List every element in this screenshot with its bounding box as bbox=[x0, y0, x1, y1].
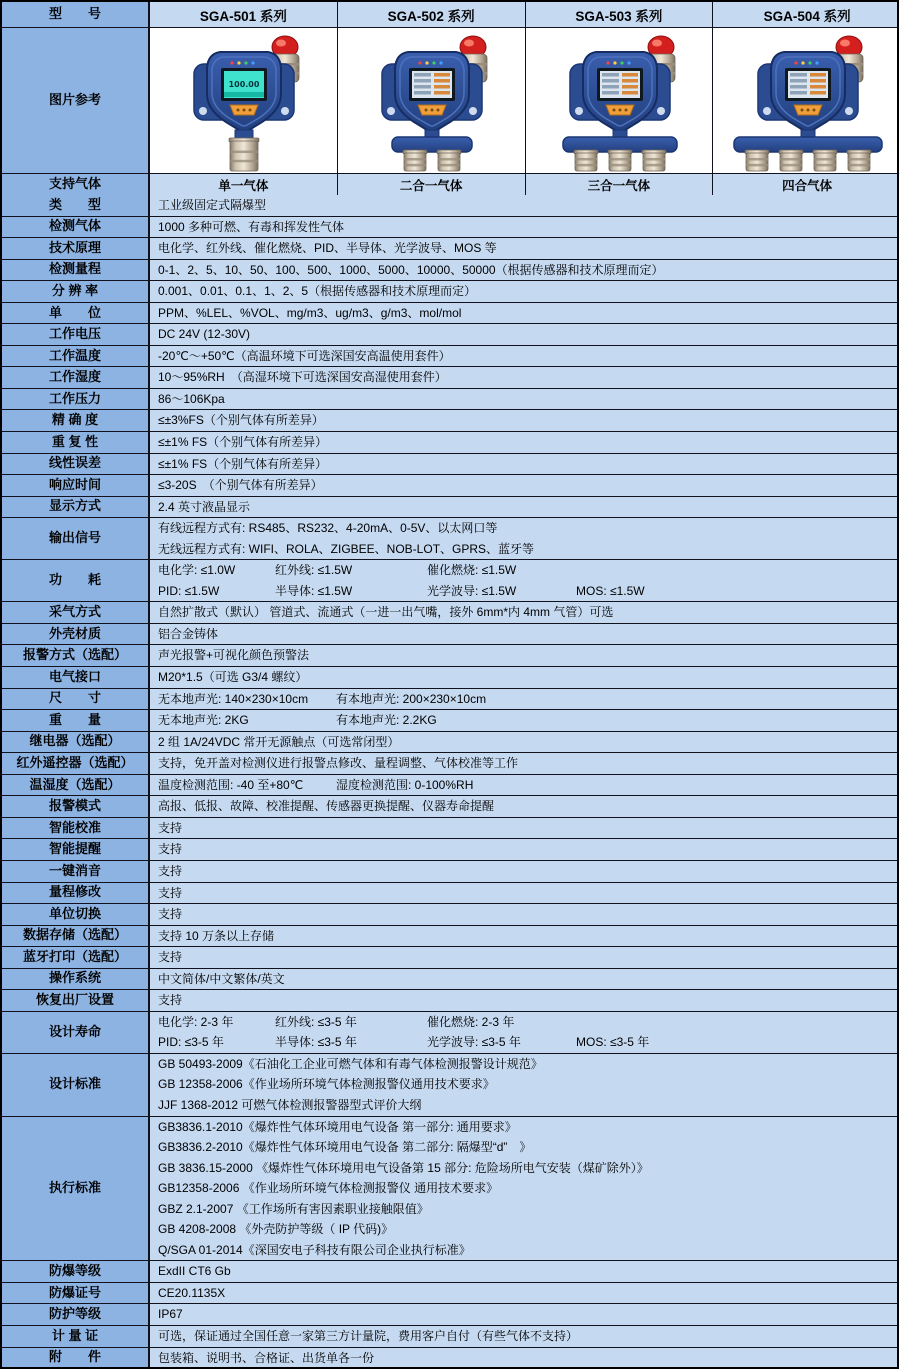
spec-value: 电化学、红外线、催化燃烧、PID、半导体、光学波导、MOS 等 bbox=[150, 238, 897, 259]
spec-label: 响应时间 bbox=[2, 475, 150, 496]
spec-row bbox=[2, 623, 897, 645]
spec-label: 采气方式 bbox=[2, 602, 150, 623]
spec-label: 报警模式 bbox=[2, 796, 150, 817]
spec-label: 恢复出厂设置 bbox=[2, 990, 150, 1011]
header-row bbox=[2, 2, 897, 27]
spec-label: 精 确 度 bbox=[2, 410, 150, 431]
spec-label: 智能提醒 bbox=[2, 839, 150, 860]
spec-label: 检测量程 bbox=[2, 260, 150, 281]
device-image-sga-501 bbox=[150, 28, 338, 173]
spec-row bbox=[2, 1303, 897, 1325]
spec-label: 分 辨 率 bbox=[2, 281, 150, 302]
spec-label: 技术原理 bbox=[2, 238, 150, 259]
spec-label: 尺 寸 bbox=[2, 689, 150, 710]
spec-row bbox=[2, 903, 897, 925]
spec-row bbox=[2, 795, 897, 817]
spec-label: 单 位 bbox=[2, 303, 150, 324]
spec-value: 支持 bbox=[150, 904, 897, 925]
spec-label: 类 型 bbox=[2, 195, 150, 216]
gas-row-label: 支持气体 bbox=[2, 174, 150, 195]
spec-label: 计 量 证 bbox=[2, 1326, 150, 1347]
model-header-sga-503: SGA-503 系列 bbox=[526, 2, 714, 27]
spec-label: 数据存储（选配） bbox=[2, 926, 150, 947]
spec-row bbox=[2, 968, 897, 990]
spec-value: 温度检测范围: -40 至+80℃ 湿度检测范围: 0-100%RH bbox=[150, 775, 897, 796]
spec-label: 重 复 性 bbox=[2, 432, 150, 453]
spec-value: 86～106Kpa bbox=[150, 389, 897, 410]
spec-row bbox=[2, 882, 897, 904]
spec-row bbox=[2, 666, 897, 688]
spec-value: 支持，免开盖对检测仪进行报警点修改、量程调整、气体校准等工作 bbox=[150, 753, 897, 774]
spec-label: 设计寿命 bbox=[2, 1012, 150, 1053]
spec-label: 电气接口 bbox=[2, 667, 150, 688]
spec-label: 线性误差 bbox=[2, 454, 150, 475]
spec-value: 0-1、2、5、10、50、100、500、1000、5000、10000、50000（根据传感器和技术原理而定） bbox=[150, 260, 897, 281]
spec-value: 包装箱、说明书、合格证、出货单各一份 bbox=[150, 1348, 897, 1369]
spec-row bbox=[2, 601, 897, 623]
spec-row bbox=[2, 1325, 897, 1347]
spec-value: 支持 bbox=[150, 861, 897, 882]
spec-row bbox=[2, 925, 897, 947]
spec-row bbox=[2, 345, 897, 367]
gas-value-sga-504: 四合气体 bbox=[713, 174, 899, 195]
spec-row bbox=[2, 731, 897, 753]
spec-row bbox=[2, 474, 897, 496]
spec-label: 温湿度（选配） bbox=[2, 775, 150, 796]
spec-row bbox=[2, 989, 897, 1011]
spec-value: ≤±1% FS（个别气体有所差异） bbox=[150, 454, 897, 475]
spec-value: -20℃～+50℃（高温环境下可选深国安高温使用套件） bbox=[150, 346, 897, 367]
model-header-sga-501: SGA-501 系列 bbox=[150, 2, 338, 27]
spec-value: 自然扩散式（默认） 管道式、流通式（一进一出气嘴，接外 6mm*内 4mm 气管）可选 bbox=[150, 602, 897, 623]
spec-label: 蓝牙打印（选配） bbox=[2, 947, 150, 968]
svg-text:100.00: 100.00 bbox=[228, 79, 260, 89]
spec-value: 铝合金铸体 bbox=[150, 624, 897, 645]
spec-label: 操作系统 bbox=[2, 969, 150, 990]
spec-row bbox=[2, 280, 897, 302]
device-image-sga-502 bbox=[338, 28, 526, 173]
spec-label: 继电器（选配） bbox=[2, 732, 150, 753]
spec-row bbox=[2, 559, 897, 601]
spec-value: 0.001、0.01、0.1、1、2、5（根据传感器和技术原理而定） bbox=[150, 281, 897, 302]
spec-value: M20*1.5（可选 G3/4 螺纹） bbox=[150, 667, 897, 688]
device-image-sga-504 bbox=[713, 28, 899, 173]
spec-value: 无本地声光: 140×230×10cm 有本地声光: 200×230×10cm bbox=[150, 689, 897, 710]
gas-value-sga-503: 三合一气体 bbox=[526, 174, 714, 195]
spec-rows bbox=[2, 195, 897, 1368]
spec-row bbox=[2, 1260, 897, 1282]
spec-value: 电化学: 2-3 年 红外线: ≤3-5 年 催化燃烧: 2-3 年 PID: ≤3-5 年 半导体: ≤3-5 年 光学波导: ≤3-5 年 MOS: ≤3-5 年 bbox=[150, 1012, 897, 1053]
model-header-sga-504: SGA-504 系列 bbox=[713, 2, 899, 27]
spec-value: GB 50493-2009《石油化工企业可燃气体和有毒气体检测报警设计规范》 GB 12358-2006《作业场所环境气体检测报警仪通用技术要求》 JJF 1368-2012 可燃气体检测报警器型式评价大纲 bbox=[150, 1054, 897, 1116]
spec-value: 支持 bbox=[150, 990, 897, 1011]
spec-label: 设计标准 bbox=[2, 1054, 150, 1116]
spec-row bbox=[2, 644, 897, 666]
spec-value: 中文简体/中文繁体/英文 bbox=[150, 969, 897, 990]
spec-row bbox=[2, 688, 897, 710]
spec-value: PPM、%LEL、%VOL、mg/m3、ug/m3、g/m3、mol/mol bbox=[150, 303, 897, 324]
spec-value: 有线远程方式有: RS485、RS232、4-20mA、0-5V、以太网口等 无线远程方式有: WIFI、ROLA、ZIGBEE、NOB-LOT、GPRS、蓝牙等 bbox=[150, 518, 897, 559]
spec-label: 执行标准 bbox=[2, 1117, 150, 1261]
spec-row bbox=[2, 323, 897, 345]
spec-row bbox=[2, 237, 897, 259]
spec-label: 功 耗 bbox=[2, 560, 150, 601]
spec-value: GB3836.1-2010《爆炸性气体环境用电气设备 第一部分: 通用要求》 GB3836.2-2010《爆炸性气体环境用电气设备 第二部分: 隔爆型“d” 》 GB 3836.15-2000 《爆炸性气体环境用电气设备第 15 部分: 危险场所电气安装（煤矿除外）》 GB12358-2006 《作业场所环境气体检测报警仪 通用技术要求》 GBZ 2.1-2007 《工作场所有害因素职业接触限值》 GB 4208-2008 《外壳防护等级（ IP 代码)》 Q/SGA 01-2014《深国安电子科技有限公司企业执行标准》 bbox=[150, 1117, 897, 1261]
spec-row bbox=[2, 517, 897, 559]
spec-label: 工作电压 bbox=[2, 324, 150, 345]
spec-label: 量程修改 bbox=[2, 883, 150, 904]
spec-row bbox=[2, 946, 897, 968]
spec-value: 支持 10 万条以上存储 bbox=[150, 926, 897, 947]
spec-value: 支持 bbox=[150, 839, 897, 860]
spec-row bbox=[2, 259, 897, 281]
spec-value: IP67 bbox=[150, 1304, 897, 1325]
spec-row bbox=[2, 752, 897, 774]
gas-row bbox=[2, 173, 897, 195]
gas-value-sga-501: 单一气体 bbox=[150, 174, 338, 195]
spec-label: 红外遥控器（选配） bbox=[2, 753, 150, 774]
spec-label: 工作压力 bbox=[2, 389, 150, 410]
spec-row bbox=[2, 838, 897, 860]
model-header-sga-502: SGA-502 系列 bbox=[338, 2, 526, 27]
spec-row bbox=[2, 388, 897, 410]
spec-row bbox=[2, 431, 897, 453]
spec-value: 支持 bbox=[150, 947, 897, 968]
spec-row bbox=[2, 195, 897, 216]
device-image-sga-503 bbox=[526, 28, 714, 173]
spec-row bbox=[2, 302, 897, 324]
gas-value-sga-502: 二合一气体 bbox=[338, 174, 526, 195]
spec-label: 检测气体 bbox=[2, 217, 150, 238]
spec-row bbox=[2, 1116, 897, 1261]
spec-row bbox=[2, 453, 897, 475]
spec-value: 电化学: ≤1.0W 红外线: ≤1.5W 催化燃烧: ≤1.5W PID: ≤1.5W 半导体: ≤1.5W 光学波导: ≤1.5W MOS: ≤1.5W bbox=[150, 560, 897, 601]
spec-row bbox=[2, 817, 897, 839]
image-row bbox=[2, 27, 897, 173]
spec-row bbox=[2, 1053, 897, 1116]
spec-value: 无本地声光: 2KG 有本地声光: 2.2KG bbox=[150, 710, 897, 731]
spec-value: 工业级固定式隔爆型 bbox=[150, 195, 897, 216]
spec-row bbox=[2, 366, 897, 388]
spec-value: DC 24V (12-30V) bbox=[150, 324, 897, 345]
spec-label: 附 件 bbox=[2, 1348, 150, 1369]
spec-label: 显示方式 bbox=[2, 497, 150, 518]
spec-value: ≤±3%FS（个别气体有所差异） bbox=[150, 410, 897, 431]
spec-row bbox=[2, 409, 897, 431]
spec-row bbox=[2, 496, 897, 518]
spec-row bbox=[2, 1282, 897, 1304]
spec-value: 1000 多种可燃、有毒和挥发性气体 bbox=[150, 217, 897, 238]
spec-label: 工作湿度 bbox=[2, 367, 150, 388]
image-row-label: 图片参考 bbox=[2, 28, 150, 173]
spec-label: 防护等级 bbox=[2, 1304, 150, 1325]
spec-value: 10～95%RH （高湿环境下可选深国安高湿使用套件） bbox=[150, 367, 897, 388]
spec-row bbox=[2, 1347, 897, 1369]
spec-label: 工作温度 bbox=[2, 346, 150, 367]
spec-label: 报警方式（选配） bbox=[2, 645, 150, 666]
spec-value: 高报、低报、故障、校准提醒、传感器更换提醒、仪器寿命提醒 bbox=[150, 796, 897, 817]
spec-label: 一键消音 bbox=[2, 861, 150, 882]
spec-value: 2 组 1A/24VDC 常开无源触点（可选常闭型） bbox=[150, 732, 897, 753]
spec-label: 单位切换 bbox=[2, 904, 150, 925]
spec-row bbox=[2, 774, 897, 796]
spec-value: ≤±1% FS（个别气体有所差异） bbox=[150, 432, 897, 453]
spec-label: 防爆证号 bbox=[2, 1283, 150, 1304]
spec-value: 支持 bbox=[150, 883, 897, 904]
spec-value: 支持 bbox=[150, 818, 897, 839]
spec-label: 外壳材质 bbox=[2, 624, 150, 645]
spec-row bbox=[2, 709, 897, 731]
spec-value: 2.4 英寸液晶显示 bbox=[150, 497, 897, 518]
spec-row bbox=[2, 216, 897, 238]
spec-row bbox=[2, 860, 897, 882]
spec-label: 重 量 bbox=[2, 710, 150, 731]
spec-value: ≤3-20S （个别气体有所差异） bbox=[150, 475, 897, 496]
spec-row bbox=[2, 1011, 897, 1053]
spec-value: 声光报警+可视化颜色预警法 bbox=[150, 645, 897, 666]
header-model-label: 型 号 bbox=[2, 2, 150, 27]
spec-value: ExdII CT6 Gb bbox=[150, 1261, 897, 1282]
spec-value: 可选，保证通过全国任意一家第三方计量院，费用客户自付（有些气体不支持） bbox=[150, 1326, 897, 1347]
spec-label: 智能校准 bbox=[2, 818, 150, 839]
spec-label: 防爆等级 bbox=[2, 1261, 150, 1282]
spec-label: 输出信号 bbox=[2, 518, 150, 559]
spec-value: CE20.1135X bbox=[150, 1283, 897, 1304]
